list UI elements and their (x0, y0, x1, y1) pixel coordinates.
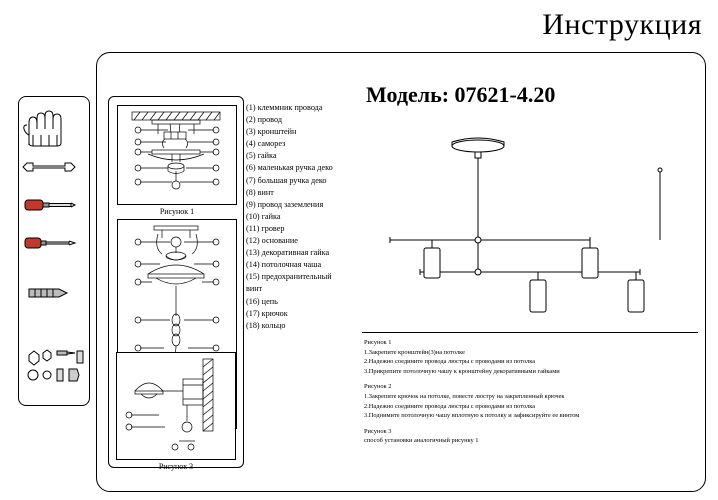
part-item: (4) саморез (246, 139, 286, 149)
part-item: (14) потолочная чаша (246, 260, 322, 270)
part-item: (17) крючок (246, 308, 288, 318)
part-item: (8) винт (246, 187, 274, 197)
part-item: (6) маленькая ручка деко (246, 163, 333, 173)
part-item: (1) клеммник провода (246, 103, 323, 112)
model-label: Модель: 07621-4.20 (366, 82, 556, 107)
part-item: (3) кронштейн (246, 127, 297, 137)
part-item: (10) гайка (246, 211, 281, 221)
part-item: (15) предохранительный (246, 272, 332, 282)
part-item: (16) цепь (246, 296, 278, 306)
part-item: (9) провод заземления (246, 199, 324, 209)
instruction-heading: Рисунок 1 (364, 339, 392, 346)
part-item: (5) гайка (246, 151, 277, 161)
dowel-icon (19, 283, 91, 303)
figure-1-caption: Рисунок 1 (159, 207, 195, 216)
part-item: (7) большая ручка деко (246, 175, 327, 185)
part-item: винт (246, 284, 263, 294)
part-item: (2) провод (246, 115, 282, 125)
instruction-line: 1.Закрепите кронштейн(3)на потолке (364, 348, 465, 356)
instruction-line: 3.Прикрепите потолочную чашу к кронштейну декоративными гайками (364, 367, 560, 375)
part-item: (13) декоративная гайка (246, 248, 330, 258)
part-item: (11) гровер (246, 223, 285, 233)
instruction-line: 3.Поднимите потолочную чашу вплотную к потолку и зафиксируйте ее винтом (364, 412, 580, 420)
instruction-heading: Рисунок 3 (364, 427, 392, 435)
part-item: (12) основание (246, 236, 298, 246)
instruction-heading: Рисунок 2 (364, 383, 392, 391)
figure-1-drawing (117, 105, 237, 205)
instructions-separator (362, 332, 698, 333)
instruction-line: способ установки аналогичный рисунку 1 (364, 437, 479, 445)
screwdriver-flat-icon (19, 233, 91, 253)
page-title: Инструкция (542, 8, 702, 41)
hardware-icon (19, 347, 91, 385)
parts-list (246, 102, 356, 332)
figure-3-drawing (116, 352, 236, 460)
tools-panel (18, 96, 90, 406)
instruction-line: 2.Надежно соедините провода люстры с проводами из потолка (364, 358, 536, 366)
instructions-block (364, 338, 700, 446)
instruction-line: 1.Закрепите крючок на потолке, повесте люстру на закрепленный крючек (364, 392, 565, 400)
instruction-line: 2.Надежно соедините провода люстры с проводами из потолка (364, 402, 536, 410)
wrench-icon (19, 157, 91, 177)
figure-3-caption: Рисунок 3 (158, 462, 194, 471)
gloves-icon (19, 105, 91, 149)
product-drawing (360, 120, 700, 330)
part-item: (18) кольцо (246, 320, 286, 330)
screwdriver-icon (19, 195, 91, 215)
